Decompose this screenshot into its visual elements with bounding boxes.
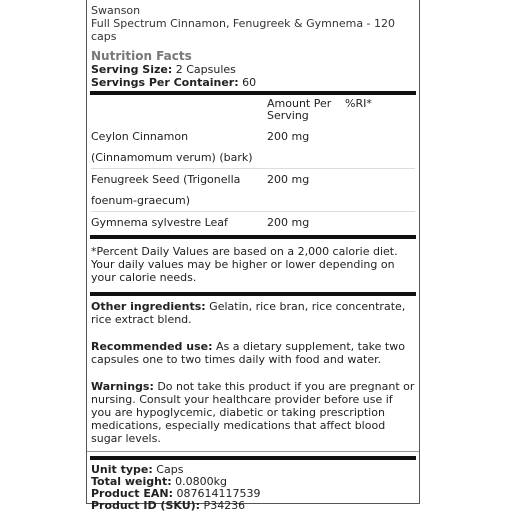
ingredient-amount: 200 mg xyxy=(267,216,310,229)
ingredient-name: Ceylon Cinnamon xyxy=(91,130,189,143)
product-info xyxy=(91,460,415,512)
divider xyxy=(87,451,419,452)
warnings: Warnings: Do not take this product if you are pregnant or nursing. Consult your healthcare provider before use if you are hypoglycemic, diabetic or taking prescription medications, especially medications that affect blood sugar levels. xyxy=(91,380,415,445)
ri-column-header: %RI* xyxy=(345,97,372,110)
ingredient-amount: 200 mg xyxy=(267,130,310,143)
ingredient-amount: 200 mg xyxy=(267,169,345,212)
brand-name: Swanson xyxy=(91,4,141,17)
table-row xyxy=(91,126,415,147)
unit-type: Unit type: Caps xyxy=(91,463,184,476)
table-row xyxy=(91,147,415,169)
ingredient-ri xyxy=(345,147,415,169)
ingredient-ri xyxy=(345,212,415,234)
nutrition-facts-title: Nutrition Facts xyxy=(91,49,192,63)
product-sku: Product ID (SKU): P34236 xyxy=(91,499,246,512)
ingredient-ri xyxy=(345,169,415,212)
ingredient-name: Gymnema sylvestre Leaf xyxy=(91,216,228,229)
table-row xyxy=(91,169,415,212)
serving-size: Serving Size: 2 Capsules xyxy=(91,63,236,76)
daily-values-note: *Percent Daily Values are based on a 2,000 calorie diet. Your daily values may be higher or lower depending on your calorie needs. xyxy=(91,245,398,284)
servings-per-container: Servings Per Container: 60 xyxy=(91,76,257,89)
total-weight: Total weight: 0.0800kg xyxy=(91,475,227,488)
ingredient-amount xyxy=(267,147,345,169)
nutrition-panel xyxy=(86,0,420,512)
ingredients-table xyxy=(91,95,415,233)
other-ingredients: Other ingredients: Gelatin, rice bran, rice concentrate, rice extract blend. xyxy=(91,300,406,326)
ingredient-ri xyxy=(345,126,415,147)
product-title: Full Spectrum Cinnamon, Fenugreek & Gymnema - 120 caps xyxy=(91,17,396,43)
recommended-use: Recommended use: As a dietary supplement, take two capsules one to two times daily with food and water. xyxy=(91,340,405,366)
table-header-row xyxy=(91,95,415,126)
amount-column-header: Amount Per Serving xyxy=(267,97,332,122)
product-ean: Product EAN: 087614117539 xyxy=(91,487,261,500)
ingredient-name: (Cinnamomum verum) (bark) xyxy=(91,147,267,169)
table-row xyxy=(91,212,415,234)
ingredient-name: Fenugreek Seed (Trigonella foenum-graecum) xyxy=(91,169,267,212)
